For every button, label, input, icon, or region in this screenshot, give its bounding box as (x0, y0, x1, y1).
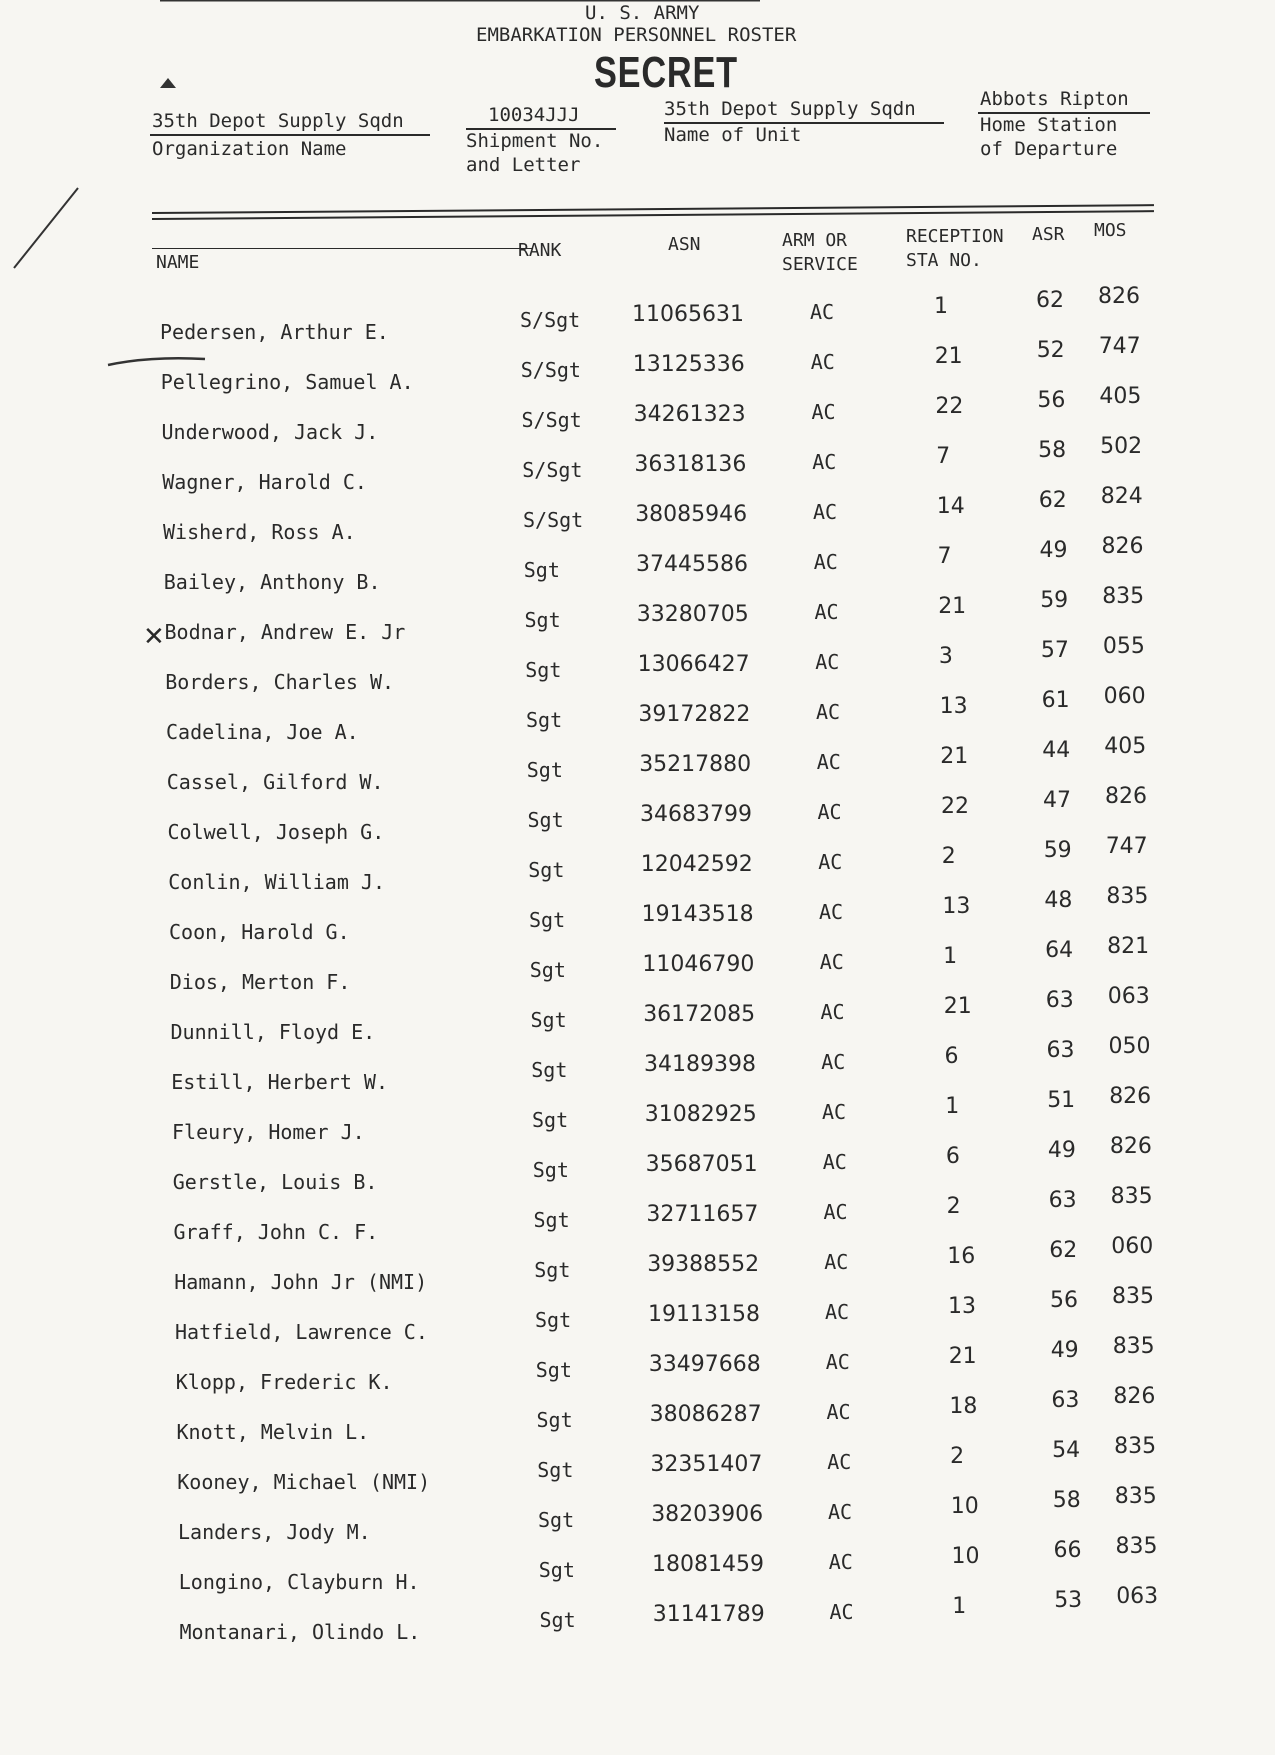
cell-asn: 19143518 (641, 902, 754, 927)
cell-asn: 38085946 (635, 502, 748, 527)
cell-rank: Sgt (532, 1158, 569, 1182)
cell-name: Underwood, Jack J. (161, 420, 379, 444)
cell-arm: AC (818, 850, 843, 874)
cell-name: Hatfield, Lawrence C. (175, 1320, 428, 1344)
cell-name: Gerstle, Louis B. (172, 1170, 378, 1194)
cell-asn: 31141789 (652, 1602, 765, 1627)
cell-arm: AC (816, 700, 841, 724)
cell-sta: 21 (943, 994, 972, 1019)
cell-sta: 2 (941, 844, 956, 869)
cell-sta: 2 (946, 1194, 961, 1219)
cell-rank: Sgt (537, 1458, 574, 1482)
cell-name: Bodnar, Andrew E. Jr (164, 620, 406, 644)
cell-sta: 22 (941, 794, 969, 819)
cell-asr: 58 (1052, 1488, 1081, 1513)
cell-rank: S/Sgt (520, 358, 581, 382)
cell-rank: S/Sgt (522, 458, 583, 482)
cell-arm: AC (819, 900, 844, 924)
cell-asr: 59 (1040, 588, 1069, 613)
cell-name: Estill, Herbert W. (171, 1070, 388, 1094)
cell-asn: 11046790 (642, 952, 755, 977)
check-mark-icon: ✕ (143, 622, 165, 652)
cell-rank: Sgt (527, 808, 564, 832)
cell-arm: AC (813, 500, 838, 524)
cell-mos: 055 (1102, 634, 1145, 659)
cell-mos: 835 (1112, 1284, 1154, 1309)
cell-sta: 1 (952, 1594, 967, 1619)
cell-sta: 6 (944, 1044, 959, 1069)
station-value: Abbots Ripton (980, 88, 1129, 110)
cell-sta: 13 (939, 694, 968, 719)
cell-asr: 62 (1036, 288, 1064, 313)
cell-rank: Sgt (523, 558, 560, 582)
cell-asr: 62 (1038, 488, 1067, 513)
cell-mos: 835 (1115, 1534, 1158, 1559)
cell-rank: Sgt (528, 858, 565, 882)
cell-sta: 21 (938, 594, 967, 619)
cell-sta: 1 (934, 294, 948, 319)
cell-mos: 826 (1105, 784, 1147, 809)
cell-name: Coon, Harold G. (169, 920, 350, 944)
cell-arm: AC (814, 600, 839, 624)
cell-asr: 58 (1038, 438, 1067, 463)
cell-arm: AC (828, 1550, 853, 1574)
cell-name: Landers, Jody M. (178, 1520, 371, 1544)
cell-name: Hamann, John Jr (NMI) (174, 1270, 428, 1294)
cell-asr: 62 (1049, 1238, 1078, 1263)
cell-name: Pellegrino, Samuel A. (160, 370, 414, 394)
cell-asn: 13125336 (632, 352, 745, 377)
cell-asn: 33497668 (648, 1352, 761, 1377)
cell-name: Graff, John C. F. (173, 1220, 379, 1244)
cell-rank: Sgt (531, 1058, 568, 1082)
cell-rank: S/Sgt (521, 408, 582, 432)
classification-stamp: SECRET (594, 48, 738, 97)
cell-arm: AC (825, 1300, 850, 1324)
corner-ink-mark (160, 78, 176, 88)
cell-asr: 54 (1052, 1438, 1081, 1463)
cell-mos: 063 (1107, 984, 1150, 1009)
cell-asr: 63 (1048, 1188, 1077, 1213)
cell-arm: AC (815, 650, 840, 674)
cell-rank: Sgt (533, 1208, 570, 1232)
cell-name: Dios, Merton F. (169, 970, 351, 994)
cell-rank: Sgt (526, 708, 563, 732)
cell-name: Wisherd, Ross A. (163, 520, 356, 544)
cell-mos: 826 (1113, 1384, 1156, 1409)
cell-rank: Sgt (524, 608, 561, 632)
cell-name: Cassel, Gilford W. (166, 770, 384, 794)
cell-asr: 61 (1041, 688, 1070, 713)
cell-asn: 36318136 (634, 452, 747, 477)
col-arm-1: ARM OR (782, 230, 848, 251)
col-reception-2: STA NO. (906, 250, 982, 271)
cell-name: Wagner, Harold C. (162, 470, 367, 494)
col-arm-2: SERVICE (782, 254, 858, 275)
cell-name: Knott, Melvin L. (176, 1420, 370, 1444)
cell-arm: AC (817, 800, 842, 824)
cell-mos: 826 (1109, 1134, 1152, 1159)
cell-asn: 39388552 (647, 1252, 760, 1277)
cell-asn: 35687051 (645, 1152, 758, 1177)
cell-arm: AC (822, 1150, 847, 1174)
cell-asn: 34261323 (633, 402, 746, 427)
cell-mos: 502 (1100, 434, 1143, 459)
col-reception-1: RECEPTION (906, 226, 1004, 247)
cell-asn: 39172822 (638, 702, 751, 727)
cell-sta: 6 (945, 1144, 960, 1169)
cell-arm: AC (821, 1050, 846, 1074)
col-name: NAME (156, 252, 200, 273)
cell-rank: Sgt (539, 1608, 576, 1632)
cell-asr: 47 (1043, 788, 1071, 813)
cell-arm: AC (820, 1000, 845, 1024)
cell-rank: Sgt (530, 1008, 567, 1032)
cell-arm: AC (826, 1400, 851, 1424)
org-name-value: 35th Depot Supply Sqdn (152, 110, 404, 132)
org-name-label: Organization Name (152, 138, 347, 160)
cell-sta: 13 (948, 1294, 976, 1319)
cell-sta: 3 (938, 644, 953, 669)
cell-asn: 34189398 (644, 1052, 756, 1077)
shipment-label-2: and Letter (466, 154, 581, 176)
cell-sta: 21 (948, 1344, 977, 1369)
name-header-underline (152, 248, 532, 249)
cell-asr: 64 (1045, 938, 1074, 963)
cell-sta: 10 (950, 1494, 979, 1519)
cell-asn: 36172085 (643, 1002, 756, 1027)
cell-sta: 16 (947, 1244, 976, 1269)
cell-rank: Sgt (534, 1258, 571, 1282)
cell-sta: 13 (942, 894, 971, 919)
cell-mos: 747 (1105, 834, 1148, 859)
cell-mos: 835 (1110, 1184, 1153, 1209)
cell-rank: Sgt (535, 1308, 572, 1332)
cell-asn: 18081459 (652, 1552, 764, 1577)
cell-name: Montanari, Olindo L. (179, 1620, 421, 1644)
cell-name: Dunnill, Floyd E. (170, 1020, 376, 1044)
cell-asr: 44 (1042, 738, 1071, 763)
col-asr: ASR (1032, 224, 1065, 245)
cell-asn: 31082925 (644, 1102, 757, 1127)
cell-mos: 824 (1100, 484, 1143, 509)
cell-asr: 49 (1039, 538, 1068, 563)
cell-rank: S/Sgt (523, 508, 584, 532)
cell-asn: 38086287 (649, 1402, 762, 1427)
cell-asr: 59 (1043, 838, 1072, 863)
cell-asr: 53 (1054, 1588, 1083, 1613)
cell-asr: 63 (1045, 988, 1074, 1013)
cell-name: Bailey, Anthony B. (163, 570, 381, 594)
cell-asr: 63 (1046, 1038, 1075, 1063)
col-mos: MOS (1094, 220, 1127, 241)
cell-asn: 32351407 (650, 1452, 763, 1477)
cell-mos: 826 (1109, 1084, 1152, 1109)
cell-arm: AC (822, 1100, 847, 1124)
cell-arm: AC (824, 1250, 849, 1274)
cell-rank: Sgt (536, 1408, 573, 1432)
cell-asr: 63 (1051, 1388, 1080, 1413)
cell-mos: 835 (1114, 1484, 1157, 1509)
cell-name: Cadelina, Joe A. (166, 720, 359, 744)
cell-asr: 66 (1053, 1538, 1082, 1563)
cell-asn: 11065631 (632, 302, 744, 327)
unit-value: 35th Depot Supply Sqdn (664, 98, 916, 120)
cell-sta: 7 (936, 444, 951, 469)
cell-name: Klopp, Frederic K. (175, 1370, 393, 1394)
cell-arm: AC (816, 750, 841, 774)
cell-rank: Sgt (529, 958, 566, 982)
underline-pen-stroke (108, 358, 205, 365)
cell-sta: 10 (951, 1544, 980, 1569)
cell-mos: 405 (1104, 734, 1147, 759)
cell-asr: 49 (1050, 1338, 1079, 1363)
cell-mos: 835 (1102, 584, 1145, 609)
cell-asr: 52 (1036, 338, 1065, 363)
cell-mos: 060 (1111, 1234, 1154, 1259)
cell-name: Pedersen, Arthur E. (160, 320, 389, 344)
cell-asn: 35217880 (639, 752, 752, 777)
cell-asr: 56 (1037, 388, 1066, 413)
cell-mos: 835 (1114, 1434, 1157, 1459)
cell-arm: AC (813, 550, 838, 574)
cell-sta: 1 (943, 944, 958, 969)
cell-name: Conlin, William J. (168, 870, 385, 894)
header-roster-title: EMBARKATION PERSONNEL ROSTER (476, 24, 797, 46)
cell-arm: AC (810, 350, 835, 374)
cell-mos: 835 (1112, 1334, 1155, 1359)
cell-rank: Sgt (526, 758, 563, 782)
cell-arm: AC (827, 1450, 852, 1474)
cell-asr: 49 (1047, 1138, 1076, 1163)
cell-arm: AC (825, 1350, 850, 1374)
cell-asr: 48 (1044, 888, 1073, 913)
station-label-2: of Departure (980, 138, 1118, 160)
cell-rank: Sgt (538, 1508, 575, 1532)
cell-rank: Sgt (538, 1558, 575, 1582)
cell-sta: 22 (935, 394, 964, 419)
cell-name: Fleury, Homer J. (172, 1120, 365, 1144)
cell-mos: 063 (1116, 1584, 1159, 1609)
cell-asn: 19113158 (648, 1302, 760, 1327)
cell-asr: 57 (1040, 638, 1069, 663)
cell-arm: AC (819, 950, 844, 974)
cell-mos: 060 (1103, 684, 1146, 709)
cell-asr: 56 (1050, 1288, 1078, 1313)
cell-sta: 14 (936, 494, 965, 519)
shipment-label-1: Shipment No. (466, 130, 604, 152)
cell-asn: 32711657 (646, 1202, 759, 1227)
cell-mos: 405 (1099, 384, 1142, 409)
cell-arm: AC (810, 300, 835, 324)
station-label-1: Home Station (980, 114, 1118, 136)
cell-arm: AC (812, 450, 837, 474)
cell-mos: 826 (1101, 534, 1144, 559)
cell-sta: 18 (949, 1394, 978, 1419)
cell-asn: 12042592 (640, 852, 753, 877)
cell-arm: AC (829, 1600, 854, 1624)
cell-sta: 1 (945, 1094, 960, 1119)
cell-arm: AC (823, 1200, 848, 1224)
cell-arm: AC (828, 1500, 853, 1524)
header-army: U. S. ARMY (585, 2, 700, 24)
org-name-rule (150, 134, 430, 136)
cell-mos: 835 (1106, 884, 1149, 909)
cell-asn: 33280705 (636, 602, 749, 627)
cell-sta: 21 (934, 344, 963, 369)
cell-asn: 13066427 (637, 652, 750, 677)
cell-mos: 821 (1107, 934, 1150, 959)
cell-rank: S/Sgt (520, 308, 581, 332)
cell-sta: 2 (950, 1444, 965, 1469)
cell-name: Borders, Charles W. (165, 670, 395, 694)
cell-rank: Sgt (529, 908, 566, 932)
col-asn: ASN (668, 234, 701, 255)
cell-name: Longino, Clayburn H. (178, 1570, 420, 1594)
cell-mos: 826 (1098, 284, 1140, 309)
cell-asn: 38203906 (651, 1502, 764, 1527)
cell-rank: Sgt (525, 658, 562, 682)
cell-name: Colwell, Joseph G. (167, 820, 385, 844)
cell-mos: 747 (1098, 334, 1141, 359)
cell-asr: 51 (1047, 1088, 1076, 1113)
cell-mos: 050 (1108, 1034, 1151, 1059)
unit-label: Name of Unit (664, 124, 802, 146)
cell-sta: 7 (937, 544, 952, 569)
cell-rank: Sgt (532, 1108, 569, 1132)
cell-sta: 21 (940, 744, 969, 769)
cell-rank: Sgt (535, 1358, 572, 1382)
cell-arm: AC (811, 400, 836, 424)
col-rank: RANK (518, 240, 562, 261)
cell-asn: 37445586 (636, 552, 748, 577)
cell-asn: 34683799 (640, 802, 752, 827)
shipment-value: 10034JJJ (488, 104, 580, 126)
cell-name: Kooney, Michael (NMI) (177, 1470, 431, 1494)
margin-pen-stroke (14, 188, 78, 268)
